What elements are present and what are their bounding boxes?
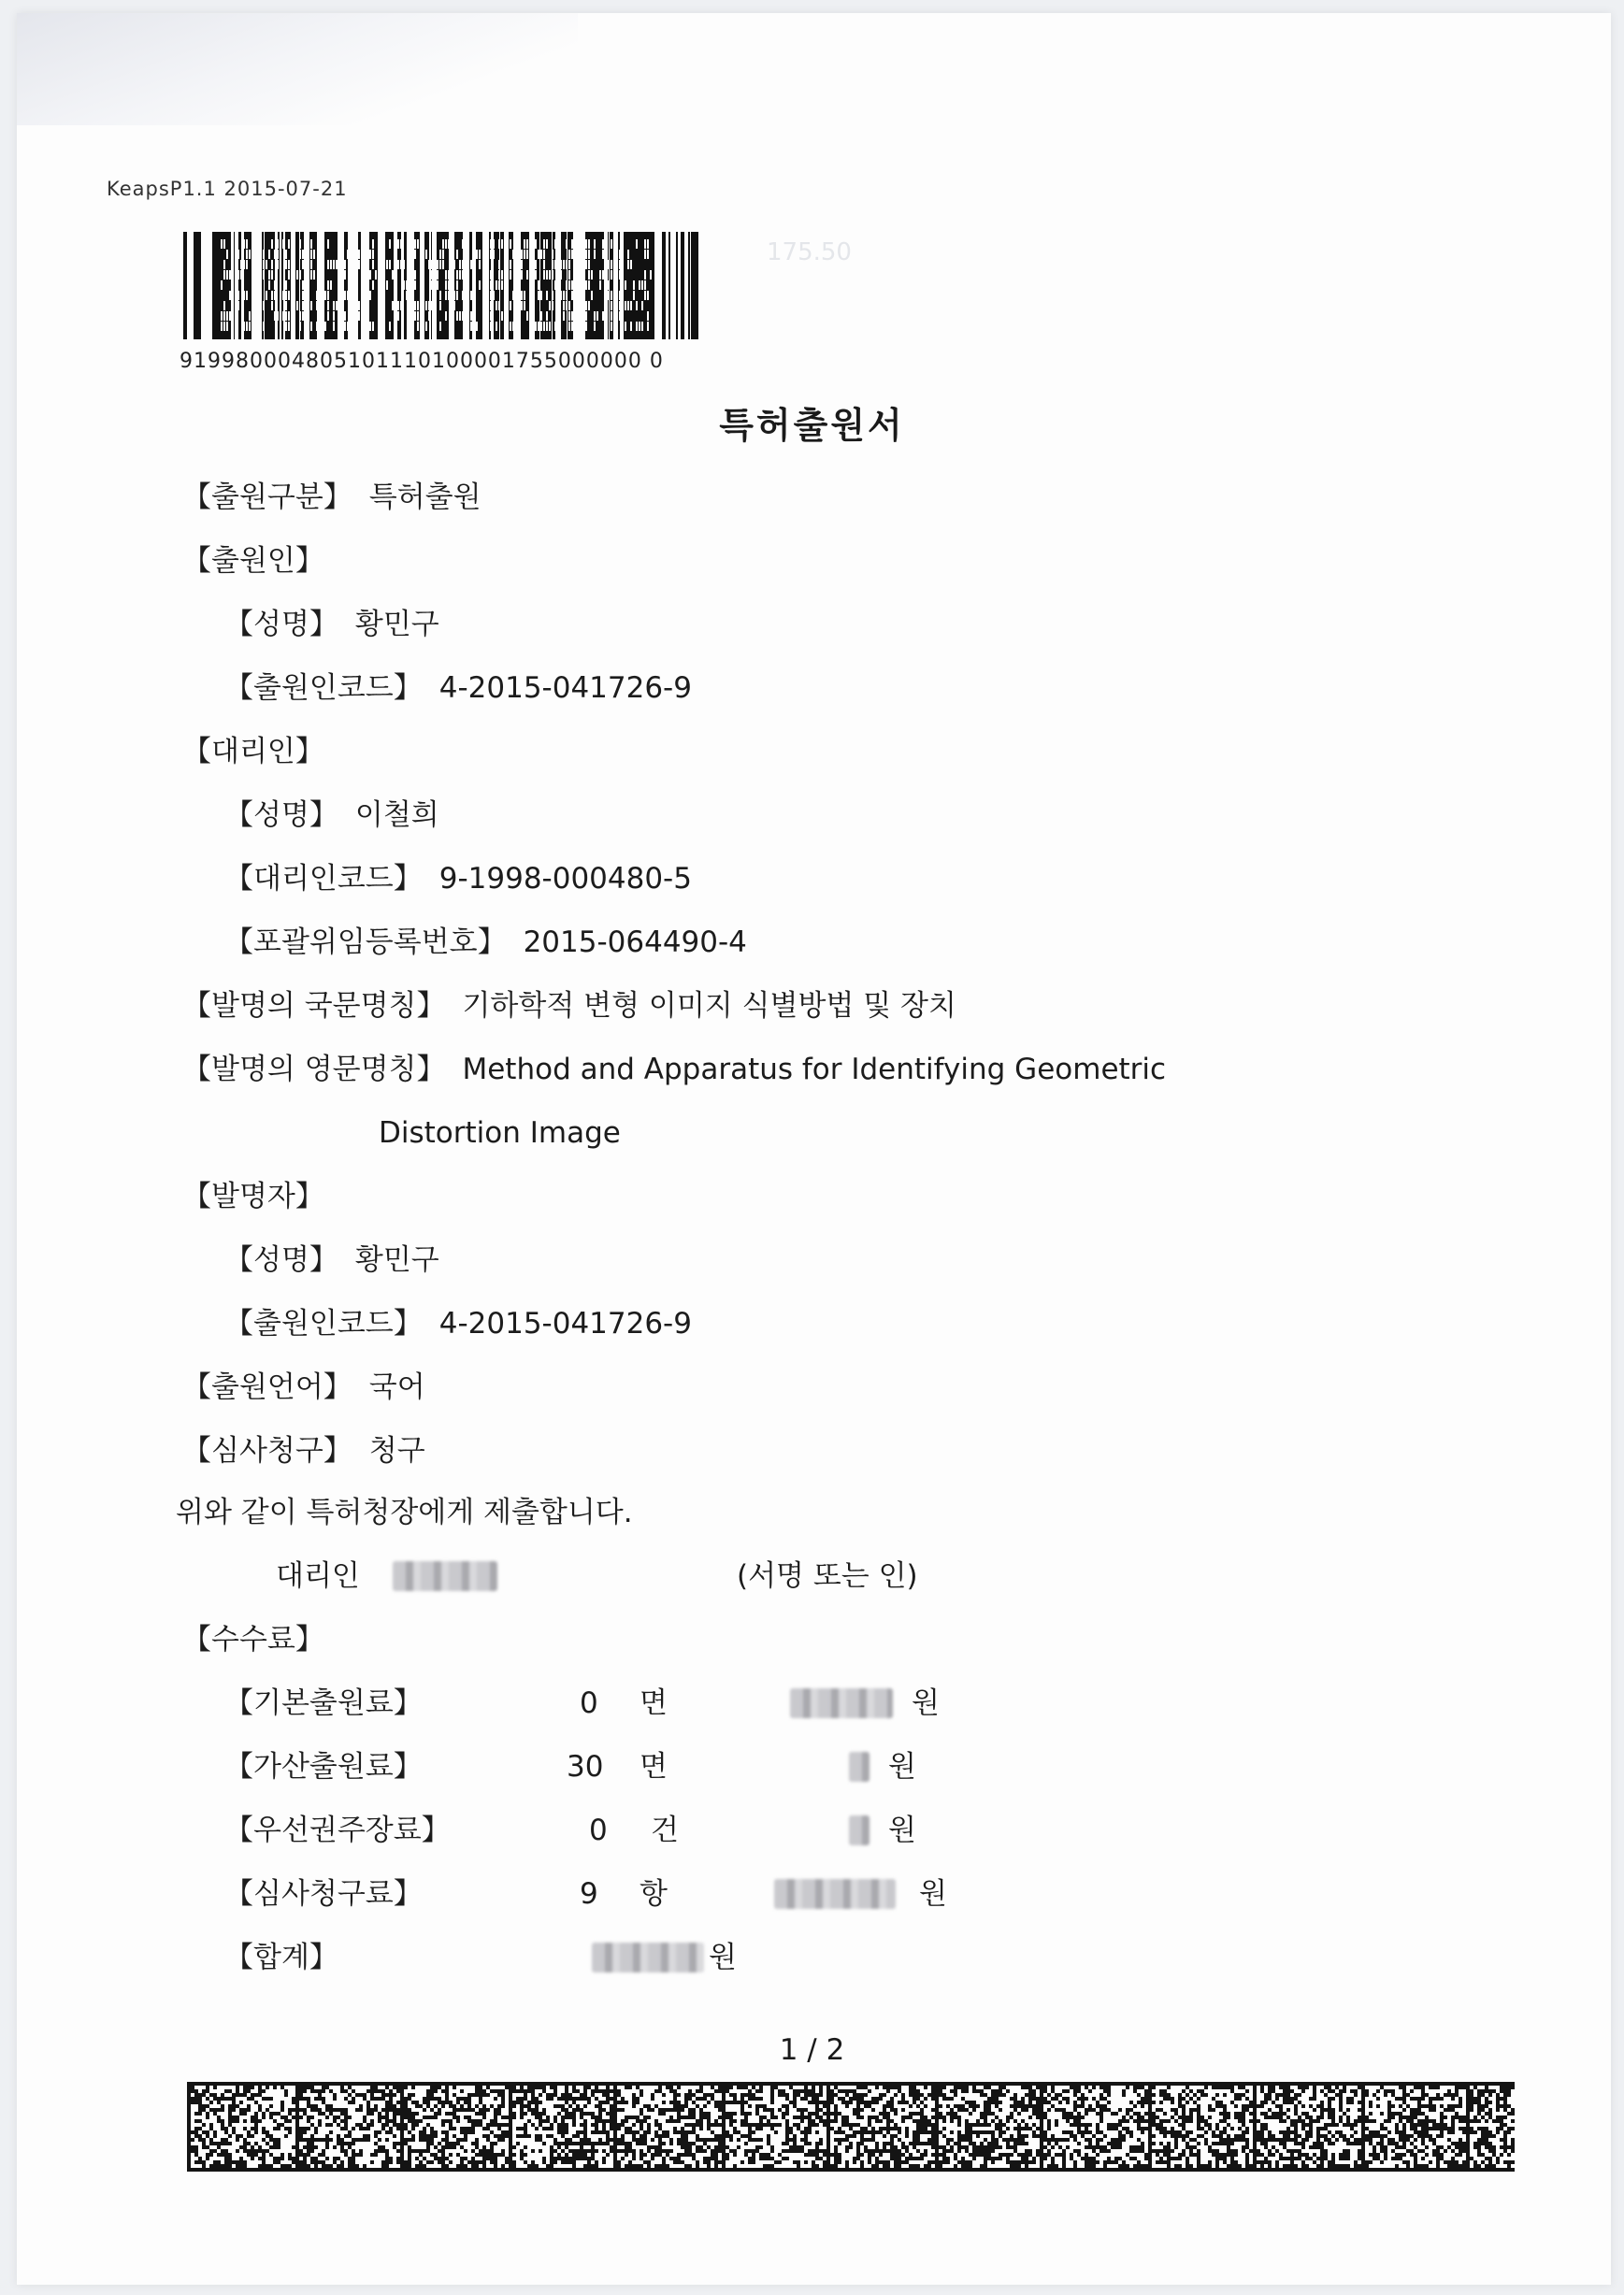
agent-code-label: 【대리인코드】 [224,862,423,896]
inventor-code: 4-2015-041726-9 [438,1307,692,1341]
applicant-name-row [224,606,439,643]
fee-label-additional: 【가산출원료】 [224,1750,423,1784]
title-korean: 기하학적 변형 이미지 식별방법 및 장치 [462,989,956,1023]
application-type-row [182,479,481,516]
language-row [182,1369,425,1406]
application-type-value: 특허출원 [368,481,481,514]
redacted-fee-total [592,1943,704,1972]
fee-total-label: 【합계】 [224,1941,338,1974]
signature-note: (서명 또는 인) [737,1559,918,1593]
redacted-fee-examination [774,1879,896,1909]
applicant-name-label: 【성명】 [224,608,338,641]
fee-unit-additional: 면 [640,1750,668,1784]
applicant-code: 4-2015-041726-9 [438,671,692,705]
redacted-fee-priority [849,1815,869,1845]
fee-qty-examination: 9 [580,1877,598,1911]
redacted-fee-basic [790,1688,893,1718]
page-number: 1 / 2 [779,2033,845,2067]
submission-statement: 위와 같이 특허청장에게 제출합니다. [176,1496,633,1529]
redacted-fee-additional [849,1752,869,1782]
inventor-code-row [224,1305,692,1342]
faint-background-number: 175.50 [767,238,852,266]
language-value: 국어 [368,1370,425,1404]
agent-registration-row [224,924,747,961]
agent-registration: 2015-064490-4 [523,925,747,959]
fee-unit-basic: 면 [640,1686,668,1720]
inventor-name-row [224,1241,439,1279]
fee-qty-priority: 0 [589,1814,608,1847]
fee-currency-additional: 원 [888,1750,916,1784]
barcode [183,232,707,339]
document-title: 특허출원서 [719,405,905,446]
application-type-label: 【출원구분】 [182,481,352,514]
fees-label: 【수수료】 [182,1623,324,1657]
language-label: 【출원언어】 [182,1370,352,1404]
agent-name-row [224,796,439,834]
agent-code-row [224,860,692,897]
form-version: KeapsP1.1 2015-07-21 [107,178,348,200]
signature-label: 대리인 [276,1559,360,1593]
agent-registration-label: 【포괄위임등록번호】 [224,925,507,959]
agent-code: 9-1998-000480-5 [438,862,692,896]
fee-currency-examination: 원 [919,1877,947,1911]
applicant-code-row [224,669,692,707]
fee-currency-priority: 원 [888,1814,916,1847]
fee-qty-basic: 0 [580,1686,598,1720]
fee-label-basic: 【기본출원료】 [224,1686,423,1720]
fee-unit-priority: 건 [651,1814,679,1847]
fee-total-currency: 원 [709,1941,737,1974]
fee-label-examination: 【심사청구료】 [224,1877,423,1911]
fee-qty-additional: 30 [567,1750,604,1784]
examination-value: 청구 [368,1434,425,1468]
inventor-name: 황민구 [354,1243,439,1277]
inventor-label: 【발명자】 [182,1180,324,1213]
examination-label: 【심사청구】 [182,1434,352,1468]
title-korean-label: 【발명의 국문명칭】 [182,989,446,1023]
title-english-label: 【발명의 영문명칭】 [182,1053,446,1086]
title-english-line1: Method and Apparatus for Identifying Geometric [462,1053,1167,1086]
redacted-signature [393,1561,497,1591]
inventor-code-label: 【출원인코드】 [224,1307,423,1341]
two-d-barcode [187,2082,1515,2172]
barcode-number: 919980004805101110100001755000000 0 [180,350,664,373]
title-english-row [182,1051,1166,1088]
agent-name: 이철희 [354,798,439,832]
title-english-line2: Distortion Image [379,1116,621,1150]
applicant-name: 황민구 [354,608,439,641]
inventor-name-label: 【성명】 [224,1243,338,1277]
title-korean-row [182,987,956,1025]
fee-currency-basic: 원 [912,1686,940,1720]
applicant-code-label: 【출원인코드】 [224,671,423,705]
paper-fold-shadow [17,13,578,125]
agent-label: 【대리인】 [182,735,324,768]
applicant-label: 【출원인】 [182,544,324,578]
fee-label-priority: 【우선권주장료】 [224,1814,451,1847]
fee-unit-examination: 항 [640,1877,668,1911]
examination-row [182,1432,425,1470]
agent-name-label: 【성명】 [224,798,338,832]
